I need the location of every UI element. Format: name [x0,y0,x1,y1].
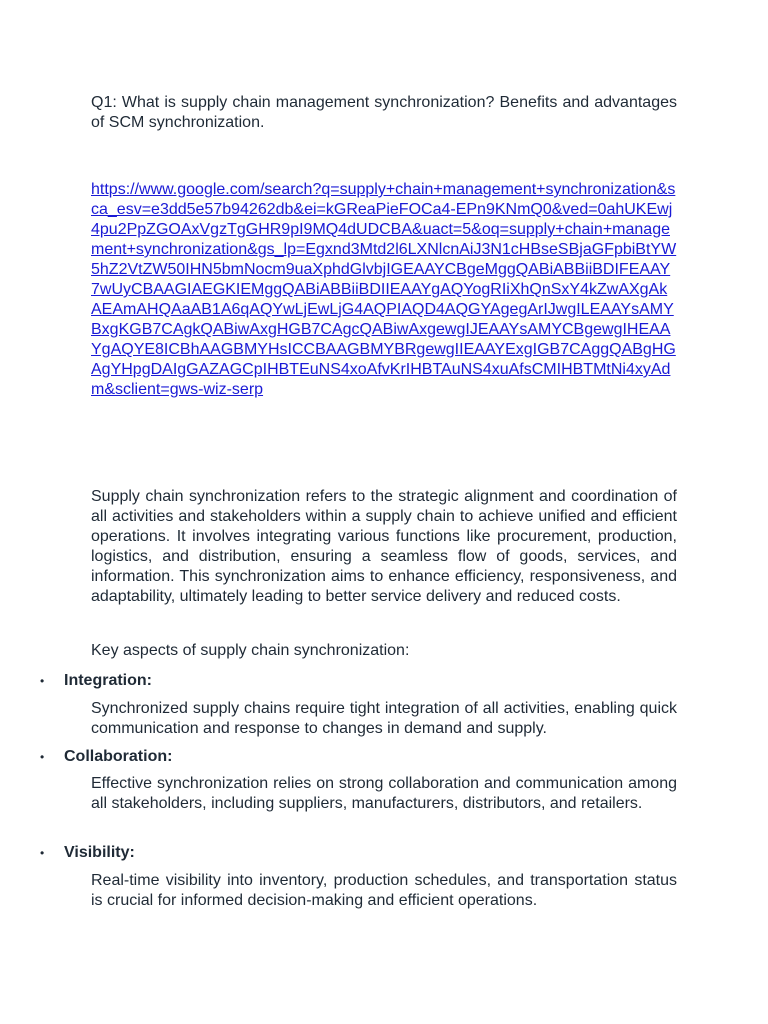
google-search-link[interactable]: https://www.google.com/search?q=supply+chain+management+synchronization&sca_esv=e3dd5e57b94262db&ei=kGReaPieFOCa4-EPn9KNmQ0&ved=0ahUKEwj4pu2PpZGOAxVgzTgGHR9pI9MQ4dUDCBA&uact=5&oq=supply+chain+management+synchronization&gs_lp=Egxnd3Mtd2l6LXNlcnAiJ3N1cHBseSBjaGFpbiBtYW5hZ2VtZW50IHN5bmNocm9uaXphdGlvbjIGEAAYCBgeMggQABiABBiiBDIFEAAY7wUyCBAAGIAEGKIEMggQABiABBiiBDIIEAAYgAQYogRIiXhQnSxY4kZwAXgAkAEAmAHQAaAB1A6qAQYwLjEwLjG4AQPIAQD4AQGYAgegArIJwgILEAAYsAMYBxgKGB7CAgkQABiwAxgHGB7CAgcQABiwAxgewgIJEAAYsAMYCBgewgIHEAAYgAQYE8ICBhAAGBMYHsICCBAAGBMYBRgewgIIEAAYExgIGB7CAggQABgHGAgYHpgDAIgGAZAGCpIHBTEuNS4xoAfvKrIHBTAuNS4xuAfsCMIHBTMtNi4xyAdm&sclient=gws-wiz-serp [91,181,677,398]
list-item-description: Synchronized supply chains require tight integration of all activities, enabling quick communication and response to changes in demand and supply. [91,700,677,737]
list-item-title: Visibility: [64,844,135,861]
list-item-title: Collaboration: [64,748,173,765]
list-item-title: Integration: [64,672,152,689]
question-text: Q1: What is supply chain management synchronization? Benefits and advantages of SCM synchronization. [91,94,677,131]
bullet-icon: • [40,846,45,860]
intro-paragraph: Supply chain synchronization refers to the strategic alignment and coordination of all activities and stakeholders within a supply chain to achieve unified and efficient operations. It involves integrating various functions like procurement, production, logistics, and distribution, ensuring a seamless flow of goods, services, and information. This synchronization aims to enhance efficiency, responsiveness, and adaptability, ultimately leading to better service delivery and reduced costs. [91,488,677,605]
list-item-description: Real-time visibility into inventory, production schedules, and transportation status is crucial for informed decision-making and efficient operations. [91,872,677,909]
list-item-description: Effective synchronization relies on strong collaboration and communication among all stakeholders, including suppliers, manufacturers, distributors, and retailers. [91,775,677,812]
key-aspects-heading: Key aspects of supply chain synchronization: [91,642,410,659]
list-item-integration [0,671,768,693]
bullet-icon: • [40,750,45,764]
list-item-visibility [0,843,768,865]
list-item-collaboration [0,747,768,769]
bullet-icon: • [40,674,45,688]
